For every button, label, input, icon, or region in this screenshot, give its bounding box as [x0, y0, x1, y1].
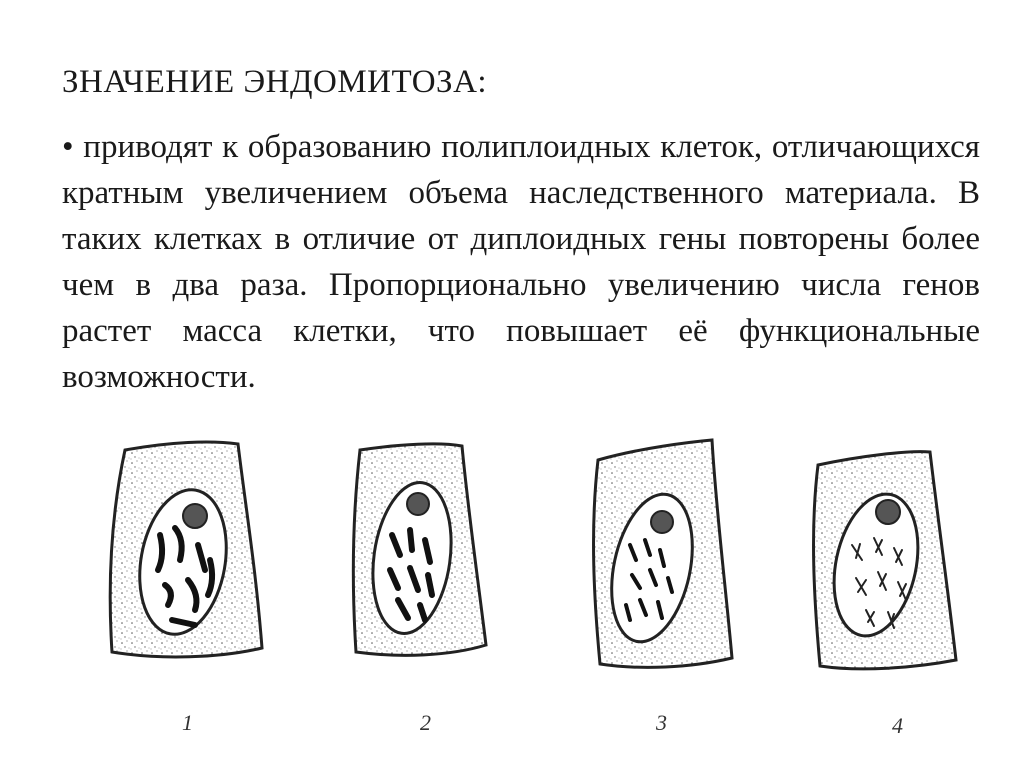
- cell-2-drawing: [353, 444, 486, 655]
- cell-1-drawing: [110, 442, 262, 657]
- slide-title: ЗНАЧЕНИЕ ЭНДОМИТОЗА:: [62, 64, 488, 100]
- slide-body-text: • приводят к образованию полиплоидных клеток, отличающихся кратным увеличением объема наследственного материала. В таких клетках в отличие от диплоидных гены повторены более чем в два раза. Пропорционально увеличению числа генов растет масса клетки, что повышает её функциональные возможности.: [62, 129, 980, 395]
- cell-label-1: 1: [182, 710, 193, 735]
- cell-label-4: 4: [892, 713, 903, 738]
- endomitosis-cells-figure: [0, 420, 1024, 767]
- cell-3-drawing: [594, 440, 732, 667]
- cell-4-drawing: [814, 452, 956, 669]
- cell-label-3: 3: [656, 710, 667, 735]
- cell-label-2: 2: [420, 710, 431, 735]
